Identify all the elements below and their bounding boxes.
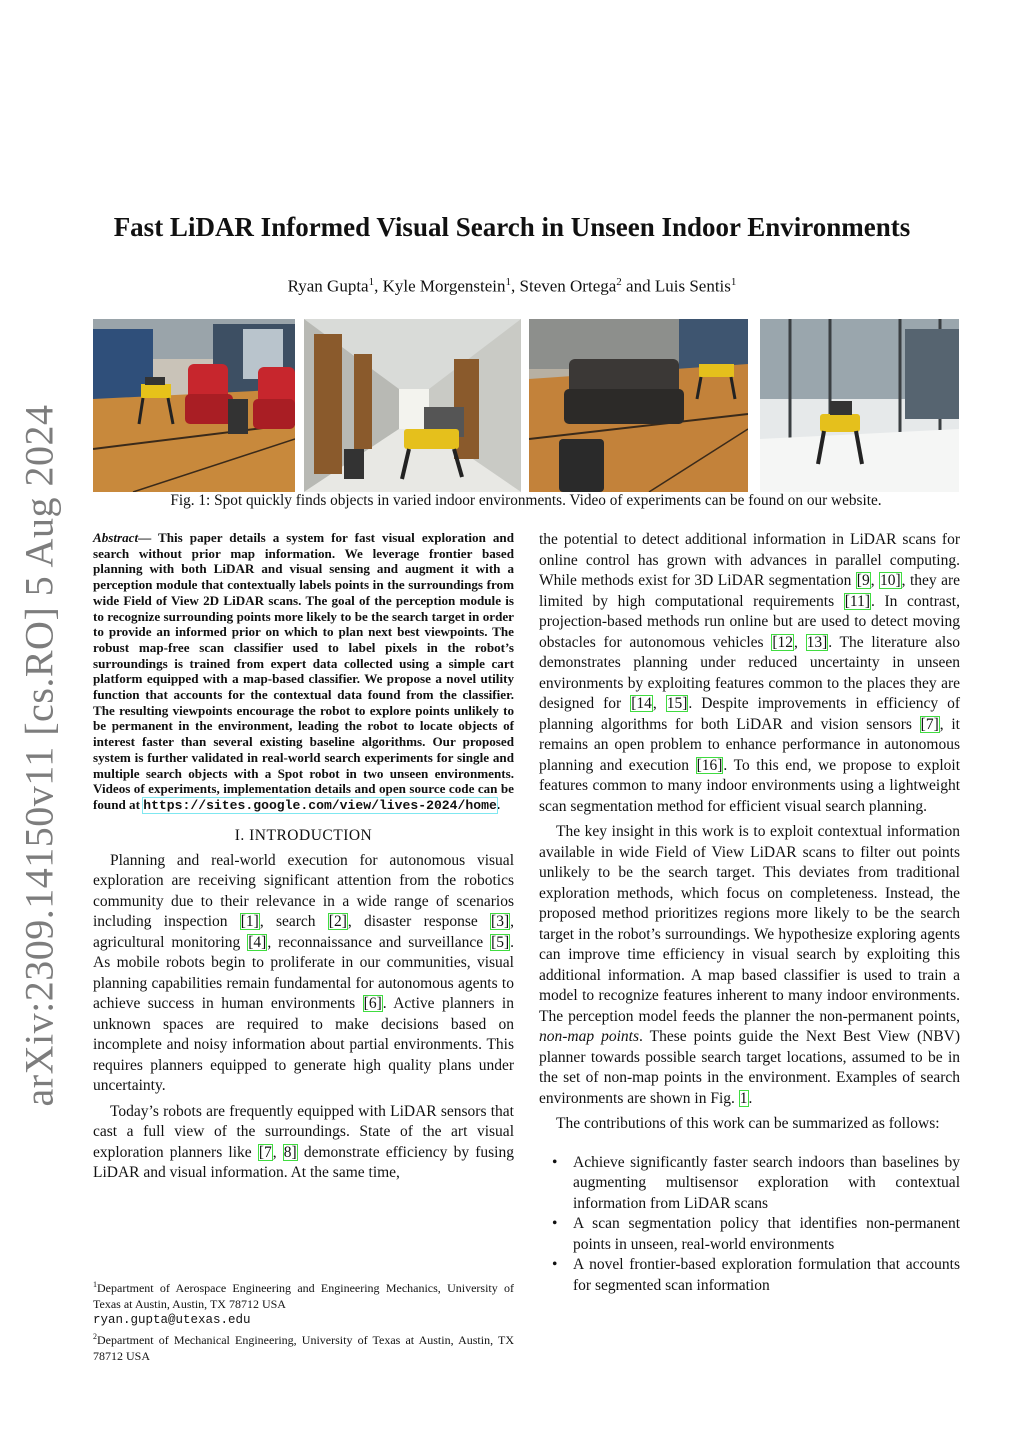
author-affiliation-mark: 2	[616, 276, 622, 288]
author-email: ryan.gupta@utexas.edu	[93, 1313, 251, 1328]
author-affiliation-mark: 1	[505, 276, 512, 288]
citation-link[interactable]: 13]	[806, 633, 828, 651]
photo-hallway	[304, 319, 521, 492]
project-website-link[interactable]: https://sites.google.com/view/lives-2024/home	[143, 797, 497, 813]
emphasis-term: non-map points	[539, 1028, 640, 1045]
figure-caption: Fig. 1: Spot quickly finds objects in varied indoor environments. Video of experiments can be found on our website.	[170, 492, 882, 509]
author: Luis Sentis	[654, 276, 731, 296]
photo-glass-atrium	[760, 319, 959, 492]
author: Steven Ortega	[519, 276, 617, 296]
author-affiliation-mark: 1	[730, 276, 737, 288]
photo-lounge-sofa	[529, 319, 748, 492]
left-column	[93, 530, 514, 1189]
citation-link[interactable]: 15]	[666, 695, 688, 712]
list-item: • A novel frontier-based exploration formulation that accounts for segmented scan information	[552, 1256, 960, 1294]
intro-paragraph-4: The key insight in this work is to exploit contextual information available in wide Field of View LiDAR scans to filter out points unlikely to be the search target. This deviates from traditional exploration methods, which focus on completeness. Instead, the proposed method prioritizes regions more likely to be the search target in the robot’s surroundings. We hypothesize exploring agents can improve time efficiency in visual search by exploiting this additional information. A map based classifier is used to train a model to recognize features inherent to many indoor environments. The perception model feeds the planner the non-permanent points, non-map points. These points guide the Next Best View (NBV) planner towards possible search target locations, assumed to be in the set of non-map points in the environment. Examples of search environments are shown in Fig. 1.	[539, 823, 961, 1107]
citation-link[interactable]: [16]	[696, 756, 723, 774]
citation-link[interactable]: [2]	[328, 913, 347, 931]
citation-link[interactable]: [6]	[363, 995, 382, 1013]
section-heading-introduction: I. INTRODUCTION	[234, 826, 373, 844]
intro-paragraph-1: Planning and real-world execution for autonomous visual exploration are receiving significant attention from the robotics community due to their relevance in a wide range of scenarios including inspection [1], search [2], disaster response [3], agricultural monitoring [4], reconnaissance and surveillance [5]. As mobile robots begin to proliferate in our communities, visual planning capabilities remain fundamental for autonomous agents to achieve success in human environments [6]. Active planners in unknown spaces are required to make decisions based on incomplete and noisy information about partial environments. This requires planners equipped to generate high quality plans under uncertainty.	[93, 851, 515, 1095]
footnote-1: $^1$Department of Aerospace Engineering and Engineering Mechanics, University of Texas at Austin, Austin, TX 78712 USA ryan.gupta@utexas.edu	[93, 1280, 514, 1328]
intro-paragraph-2: Today’s robots are frequently equipped with LiDAR sensors that cast a full view of the surroundings. State of the art visual exploration planners like [7, 8] demonstrate efficiency by fusing LiDAR and visual information. At the same time,	[93, 1102, 514, 1182]
author: Ryan Gupta	[287, 276, 369, 296]
citation-link[interactable]: 10]	[880, 572, 901, 589]
bullet-icon: •	[552, 1215, 558, 1232]
intro-paragraph-5: The contributions of this work can be summarized as follows:	[556, 1115, 940, 1132]
list-item: • Achieve significantly faster search indoors than baselines by augmenting multisensor exploration with contextual information from LiDAR scans	[552, 1153, 960, 1212]
citation-link[interactable]: [4]	[248, 933, 267, 951]
right-column	[539, 530, 960, 1296]
citation-link[interactable]: [7	[258, 1143, 272, 1161]
citation-link[interactable]: 8]	[283, 1143, 297, 1161]
abstract: Abstract— This paper details a system for fast visual exploration and search without prior map information. We leverage frontier based planning with both LiDAR and visual sensing and augment it with a perception module that contextually labels points in the surroundings from wide Field of View 2D LiDAR scans. The goal of the perception module is to recognize surrounding points more likely to be the search target in order to provide an informed prior on which to plan next best viewpoints. The robust map-free scan classifier used to label pixels in the robot’s surroundings is trained from expert data collected using a simple cart platform equipped with a map-based classifier. We propose a novel utility function that accounts for the contextual data found from the classifier. The resulting viewpoints encourage the robot to explore points unlikely to be permanent in the environment, leading the robot to locate objects of interest faster than several existing baseline algorithms. Our proposed system is further validated in real-world search experiments for single and multiple search objects with a Spot robot in two unseen environments. Videos of experiments, implementation details and open source code can be found at https://sites.google.com/view/lives-2024/home.	[93, 530, 514, 813]
author-affiliation-mark: 1	[368, 276, 375, 288]
author-list: Ryan Gupta$^1$, Kyle Morgenstein$^1$, Steven Ortega$^2$ and Luis Sentis$^1$	[287, 276, 737, 296]
footnote-2: $^2$Department of Mechanical Engineering, University of Texas at Austin, Austin, TX 78712 USA	[93, 1332, 514, 1363]
citation-link[interactable]: [3]	[491, 913, 510, 931]
citation-link[interactable]: [7]	[920, 715, 939, 733]
bullet-icon: •	[552, 1153, 558, 1171]
arxiv-identifier: arXiv:2309.14150v11 [cs.RO] 5 Aug 2024	[16, 404, 62, 1106]
photo-office-red-chairs	[93, 319, 295, 492]
list-item: • A scan segmentation policy that identifies non-permanent points in unseen, real-world environments	[552, 1215, 960, 1253]
contributions-list	[539, 1153, 960, 1297]
citation-link[interactable]: [1]	[240, 913, 259, 931]
paper-title: Fast LiDAR Informed Visual Search in Unseen Indoor Environments	[113, 212, 911, 242]
citation-link[interactable]: [9	[856, 572, 870, 589]
footnotes	[93, 1277, 514, 1365]
abstract-label: Abstract	[93, 530, 139, 545]
figure-reference-link[interactable]: 1	[739, 1089, 748, 1107]
bullet-icon: •	[552, 1256, 558, 1273]
author: Kyle Morgenstein	[382, 276, 506, 296]
intro-paragraph-3: the potential to detect additional information in LiDAR scans for online control has grown with advances in parallel computing. While methods exist for 3D LiDAR segmentation [9, 10], they are limited by high computational requirements [11]. In contrast, projection-based methods run online but are used to detect moving obstacles for autonomous vehicles [12, 13]. The literature also demonstrates planning under reduced uncertainty in unseen environments by exploiting features common to the places they are designed for [14, 15]. Despite improvements in efficiency of planning algorithms for both LiDAR and vision sensors [7], it remains an open problem to enhance performance in autonomous planning and execution [16]. To this end, we propose to exploit features common to many indoor environments using a lightweight scan segmentation method for efficient visual search planning.	[539, 531, 961, 815]
abstract-text: — This paper details a system for fast visual exploration and search without prior map information. We leverage frontier based planning with both LiDAR and visual sensing and augment it with a perception module that contextually labels points in the surroundings from wide Field of View 2D LiDAR scans. The goal of the perception module is to recognize surrounding points more likely to be the search target in order to provide an informed prior on which to plan next best viewpoints. The robust map-free scan classifier used to label pixels in the robot’s surroundings is trained from expert data collected using a simple cart platform equipped with a map-based classifier. We propose a novel utility function that accounts for the contextual data found from the classifier. The resulting viewpoints encourage the robot to explore points unlikely to be permanent in the environment, leading the robot to locate objects of interest faster than several existing baseline algorithms. Our proposed system is further validated in real-world search experiments for single and multiple search objects with a Spot robot in two unseen environments. Videos of experiments, implementation details and open source code can be found at	[93, 530, 514, 812]
citation-link[interactable]: [12	[772, 633, 793, 651]
citation-link[interactable]: [5]	[491, 933, 510, 951]
citation-link[interactable]: [11]	[844, 592, 870, 610]
citation-link[interactable]: [14	[631, 695, 652, 712]
